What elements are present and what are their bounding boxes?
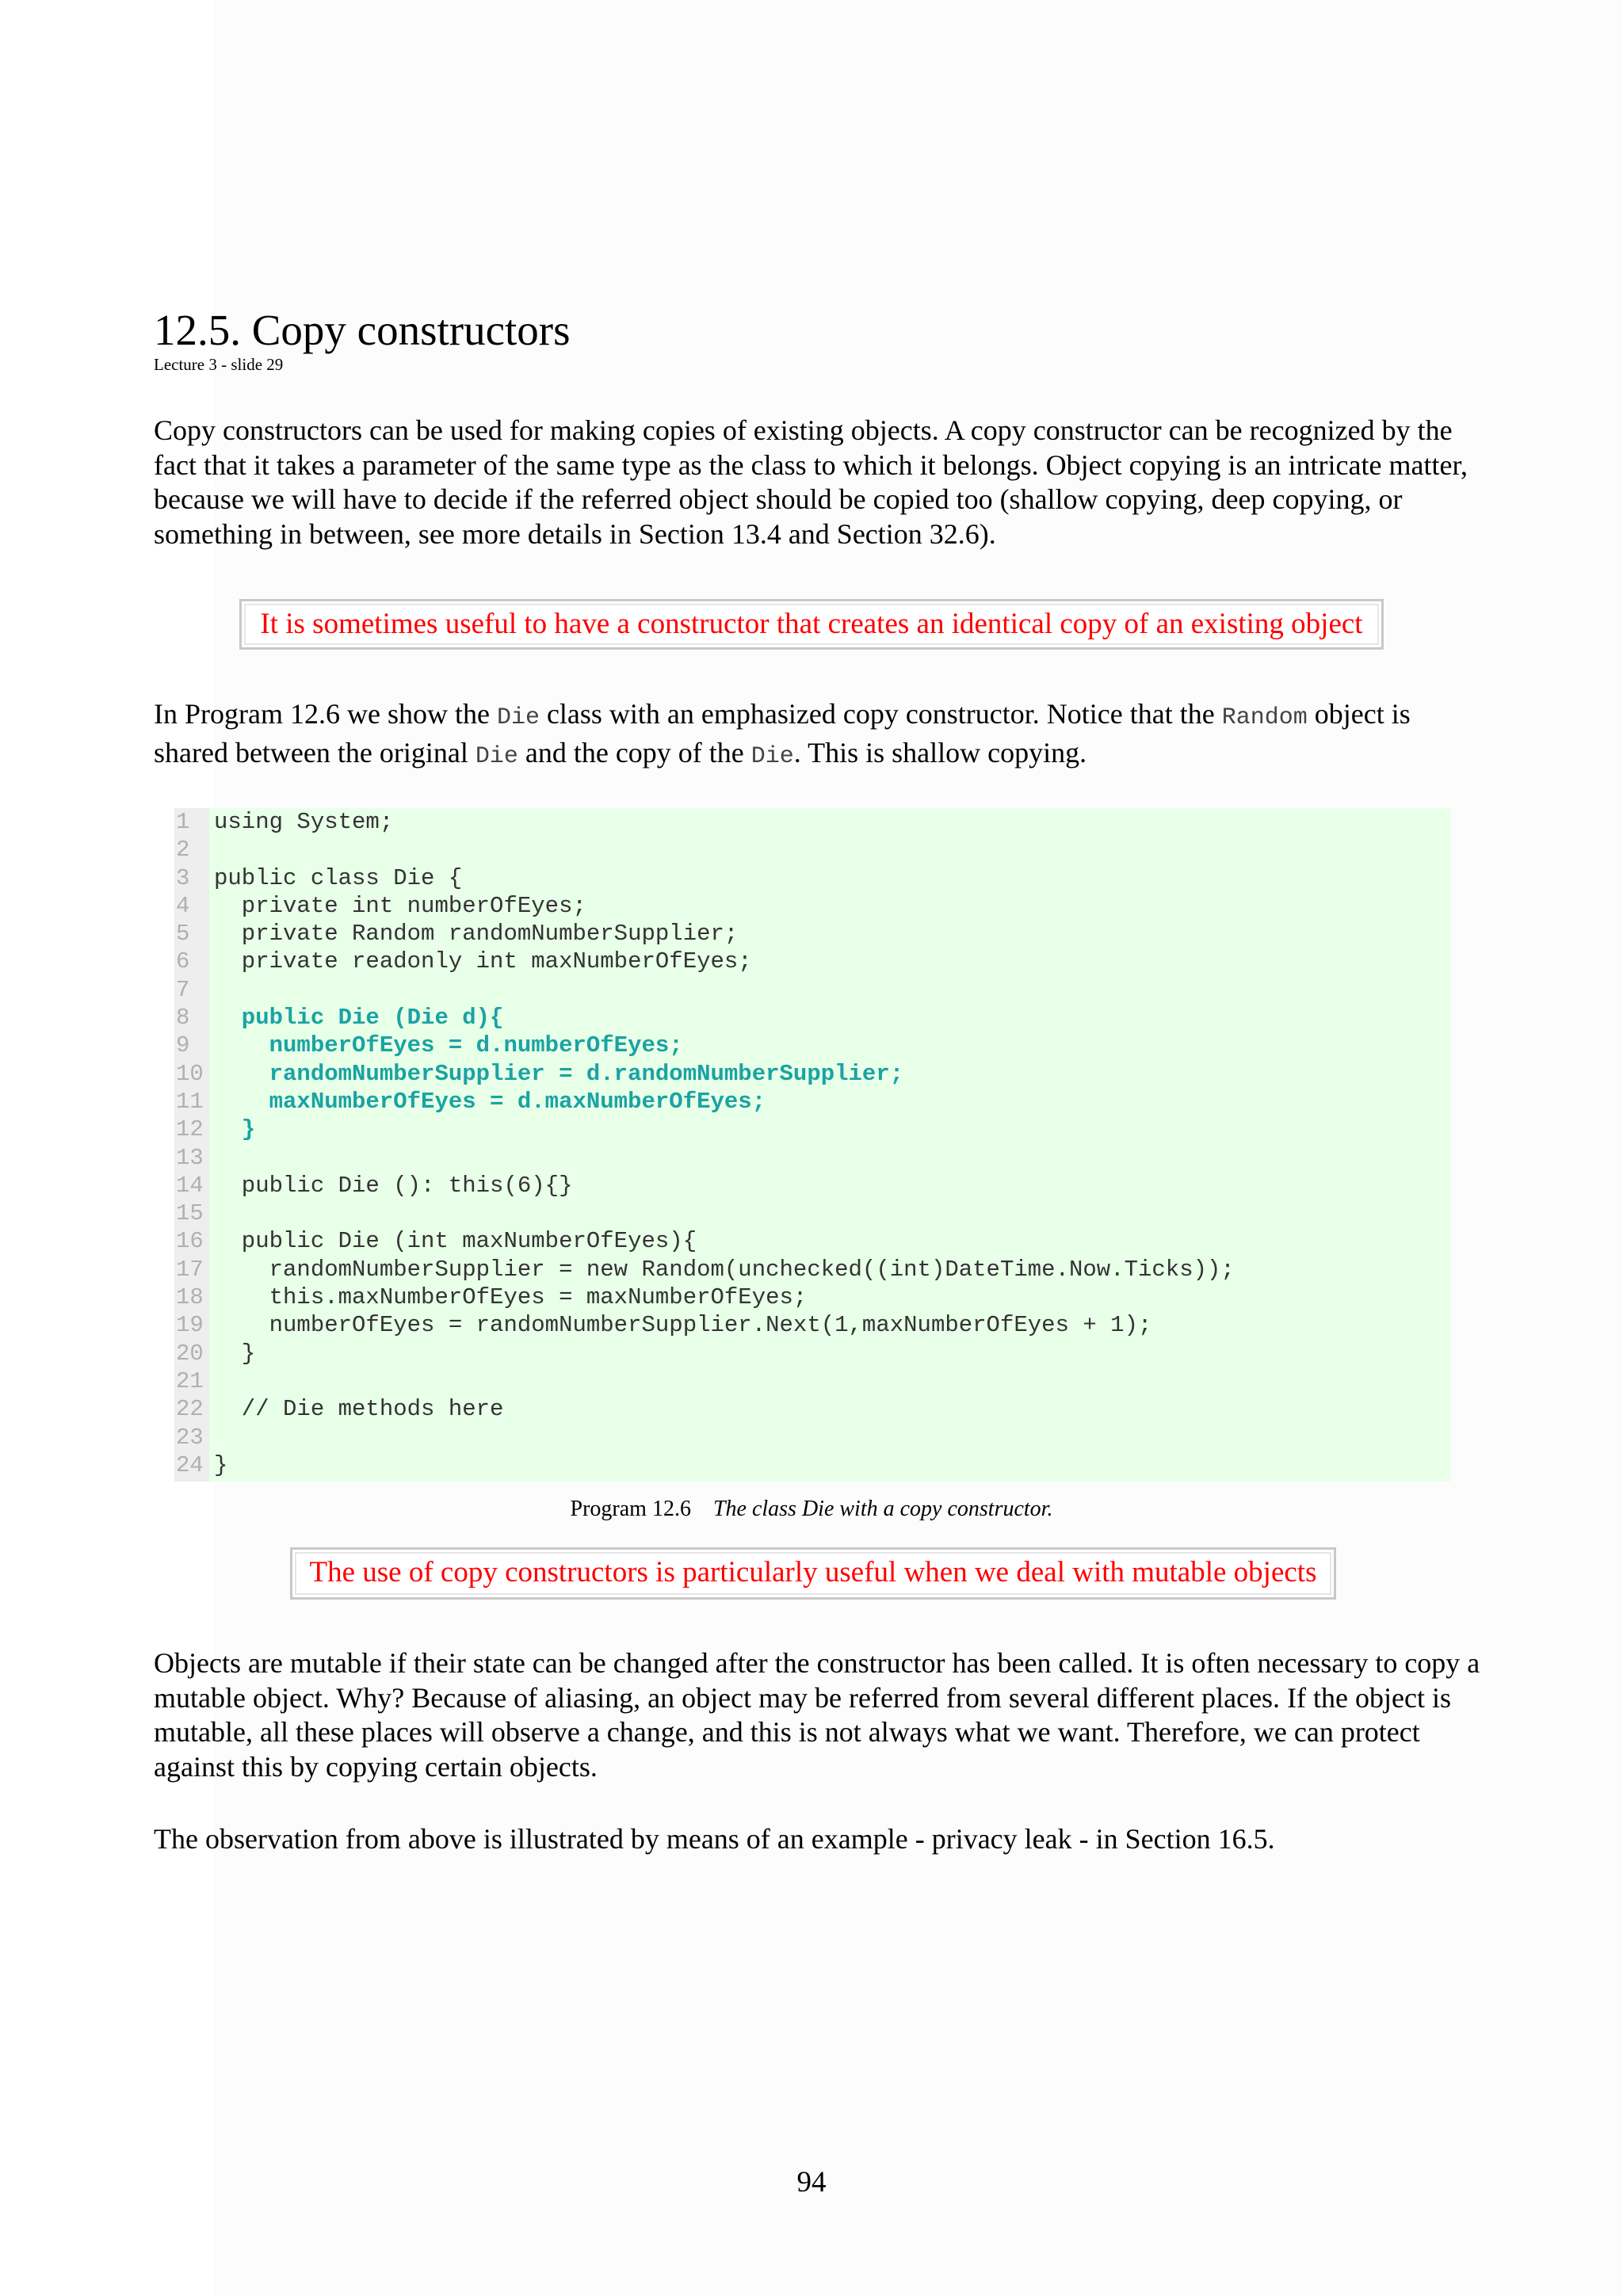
code-text: numberOfEyes = randomNumberSupplier.Next(1,maxNumberOfEyes + 1);: [214, 1312, 1152, 1339]
code-text: }: [214, 1451, 228, 1478]
code-text: using System;: [214, 809, 394, 835]
line-number: 19: [176, 1312, 204, 1339]
program-intro-text: class with an emphasized copy constructor. Notice that the: [539, 698, 1222, 730]
line-number: 3: [176, 864, 190, 891]
callout-mutable-objects: The use of copy constructors is particularly useful when we deal with mutable objects: [290, 1547, 1336, 1600]
program-caption: [0, 1495, 1623, 1524]
code-line: [174, 864, 1450, 892]
code-line: [174, 1340, 1450, 1367]
code-line: [174, 1227, 1450, 1255]
code-line: [174, 1004, 1450, 1032]
line-number: 4: [176, 892, 190, 919]
line-number: 22: [176, 1396, 204, 1423]
line-number: 6: [176, 948, 190, 975]
program-intro-text: object is shared between the original: [154, 698, 1411, 769]
page-number: 94: [796, 2166, 827, 2199]
program-intro-text: . This is shallow copying.: [793, 736, 1087, 769]
line-number: 1: [176, 809, 190, 835]
code-text-emphasized: randomNumberSupplier = d.randomNumberSupplier;: [214, 1060, 904, 1087]
inline-code-die: Die: [475, 742, 518, 770]
code-line: [174, 1199, 1450, 1227]
code-line: [174, 1088, 1450, 1116]
code-text: public class Die {: [214, 864, 463, 891]
line-number: 9: [176, 1032, 190, 1059]
code-text-emphasized: numberOfEyes = d.numberOfEyes;: [214, 1032, 683, 1059]
line-number: 16: [176, 1228, 204, 1255]
line-number: 24: [176, 1451, 204, 1478]
caption-text: The class Die with a copy constructor.: [712, 1497, 1053, 1521]
code-line: [174, 1060, 1450, 1088]
code-text: this.maxNumberOfEyes = maxNumberOfEyes;: [214, 1284, 808, 1311]
code-text: randomNumberSupplier = new Random(unchecked((int)DateTime.Now.Ticks));: [214, 1256, 1235, 1283]
line-number: 23: [176, 1424, 204, 1451]
code-line: [174, 1032, 1450, 1059]
line-number: 17: [176, 1256, 204, 1283]
line-number: 20: [176, 1340, 204, 1367]
code-line: [174, 1367, 1450, 1395]
slide-reference: Lecture 3 - slide 29: [154, 355, 284, 374]
code-text: private Random randomNumberSupplier;: [214, 921, 739, 948]
line-number: 5: [176, 921, 190, 948]
code-line: [174, 976, 1450, 1004]
program-intro-text: and the copy of the: [517, 736, 751, 769]
code-line: [174, 892, 1450, 920]
code-text: public Die (int maxNumberOfEyes){: [214, 1228, 697, 1255]
code-line: [174, 1395, 1450, 1423]
code-line: [174, 1116, 1450, 1143]
program-intro-paragraph: [154, 697, 1485, 774]
code-text: }: [214, 1340, 256, 1367]
inline-code-random: Random: [1221, 704, 1308, 731]
line-number: 12: [176, 1116, 204, 1143]
caption-label: Program 12.6: [570, 1497, 691, 1521]
code-line: [174, 1144, 1450, 1172]
line-number: 21: [176, 1367, 204, 1394]
code-line: [174, 948, 1450, 975]
code-line: [174, 1451, 1450, 1479]
code-text-emphasized: maxNumberOfEyes = d.maxNumberOfEyes;: [214, 1088, 766, 1115]
code-line: [174, 920, 1450, 948]
callout-copy-constructor: It is sometimes useful to have a constructor that creates an identical copy of an existing object: [239, 599, 1384, 650]
inline-code-die: Die: [750, 742, 794, 770]
code-line: [174, 836, 1450, 864]
intro-paragraph: Copy constructors can be used for making copies of existing objects. A copy constructor can be recognized by the fact that it takes a parameter of the same type as the class to which it belongs. Object copying is an intricate matter, because we will have to decide if the referred object should be copied too (shallow copying, deep copying, or something in between, see more details in Section 13.4 and Section 32.6).: [154, 414, 1468, 550]
program-intro-text: In Program 12.6 we show the: [154, 698, 497, 730]
code-line: [174, 1256, 1450, 1283]
code-text-emphasized: }: [214, 1116, 256, 1143]
line-number: 14: [176, 1172, 204, 1199]
code-lines: [174, 808, 1450, 1479]
inline-code-die: Die: [496, 704, 540, 731]
code-line: [174, 1172, 1450, 1199]
line-number: 8: [176, 1005, 190, 1032]
program-listing: [174, 808, 1450, 1482]
code-line: [174, 1424, 1450, 1451]
observation-paragraph: The observation from above is illustrated by means of an example - privacy leak - in Section 16.5.: [154, 1823, 1275, 1855]
code-line: [174, 808, 1450, 836]
code-text: private int numberOfEyes;: [214, 892, 586, 919]
mutable-paragraph: Objects are mutable if their state can be changed after the constructor has been called. It is often necessary to copy a mutable object. Why? Because of aliasing, an object may be referred from several different places. If the object is mutable, all these places will observe a change, and this is not always what we want. Therefore, we can protect against this by copying certain objects.: [154, 1647, 1480, 1783]
code-line: [174, 1283, 1450, 1311]
code-text: public Die (): this(6){}: [214, 1172, 573, 1199]
code-text: // Die methods here: [214, 1396, 504, 1423]
line-number: 15: [176, 1200, 204, 1227]
line-number: 13: [176, 1144, 204, 1171]
line-number: 10: [176, 1060, 204, 1087]
code-line: [174, 1311, 1450, 1339]
line-number: 2: [176, 837, 190, 864]
code-text: private readonly int maxNumberOfEyes;: [214, 948, 752, 975]
line-number: 11: [176, 1088, 204, 1115]
code-text-emphasized: public Die (Die d){: [214, 1005, 504, 1032]
section-title: 12.5. Copy constructors: [154, 306, 571, 354]
line-number: 7: [176, 976, 190, 1003]
line-number: 18: [176, 1284, 204, 1311]
